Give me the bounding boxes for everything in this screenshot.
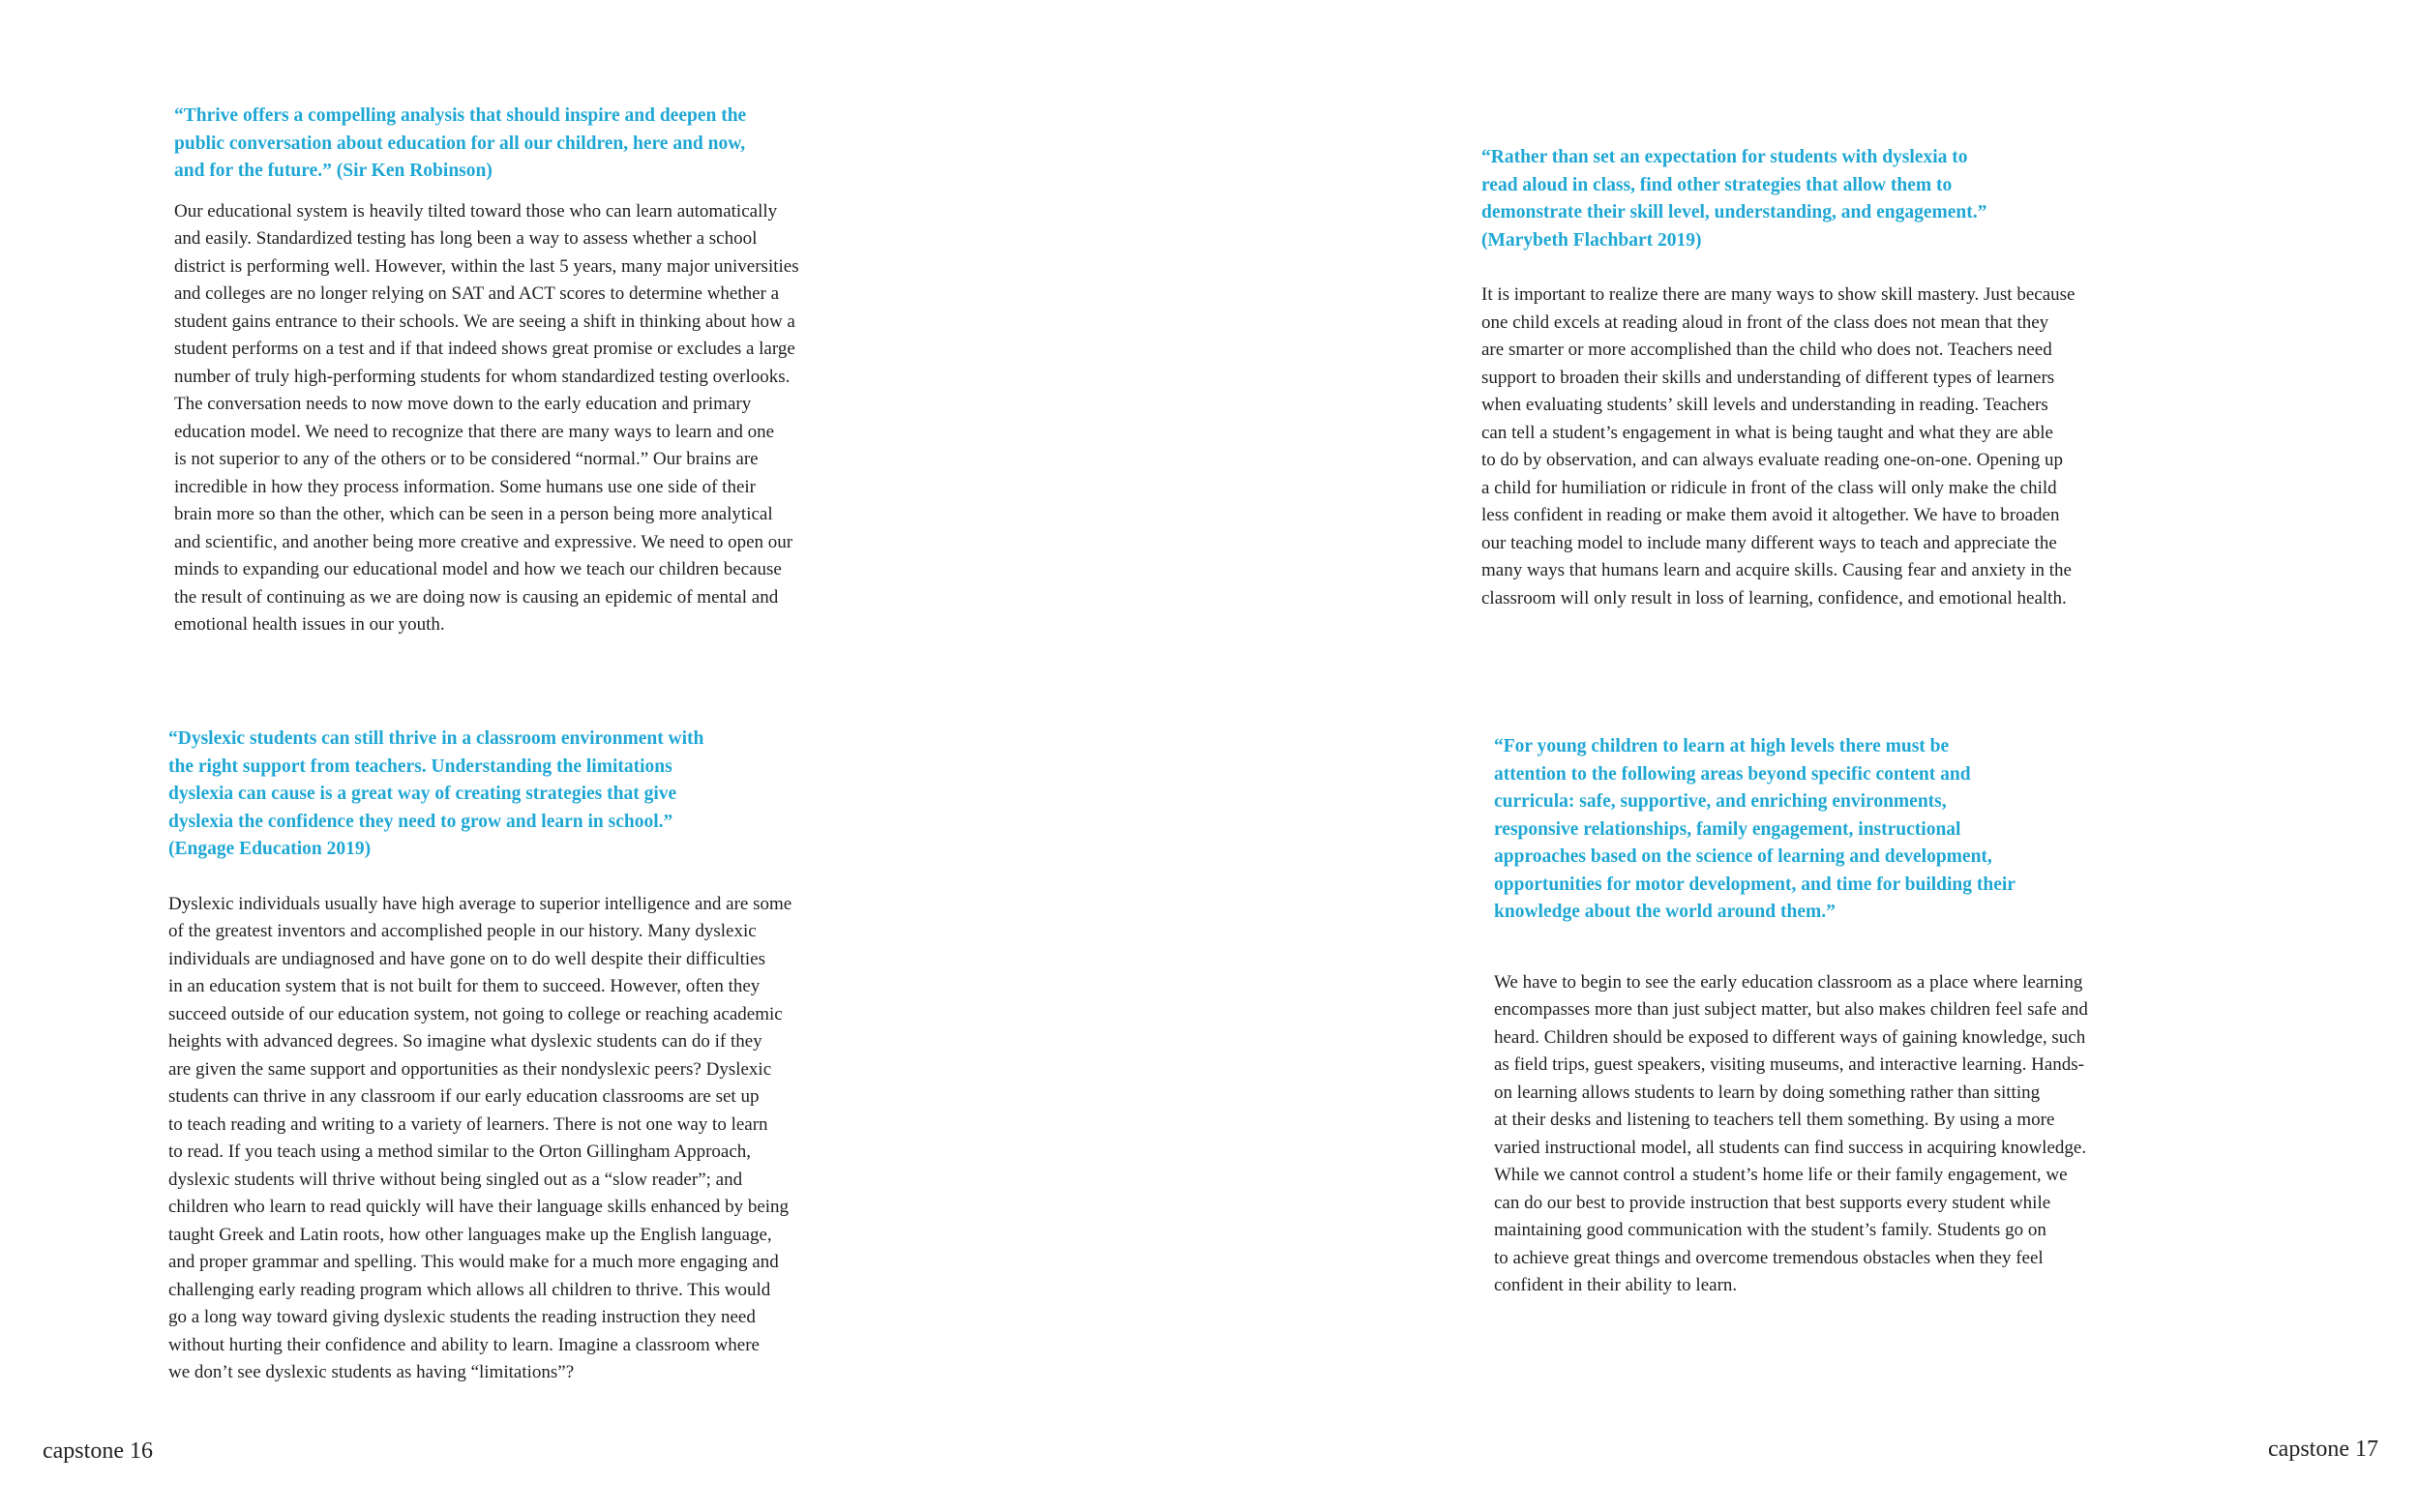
body-paragraph: We have to begin to see the early education classroom as a place where learning encompasses more than just subject matter, but also makes children feel safe and heard. Children should be exposed to different ways of gaining knowledge, such as field trips, guest speakers, visiting museums, and interactive learning. Hands- on learning allows students to learn by doing something rather than sitting at their desks and listening to teachers tell them something. By using a more varied instructional model, all students can find success in acquiring knowledge. While we cannot control a student’s home life or their family engagement, we can do our best to provide instruction that best supports every student while maintaining good communication with the student’s family. Students go on to achieve great things and overcome tremendous obstacles when they feel confident in their ability to learn. xyxy=(1494,971,2088,1295)
pull-quote xyxy=(174,103,910,186)
left-bottom-section xyxy=(168,726,904,1387)
quote-text: “Thrive offers a compelling analysis that should inspire and deepen the public conversation about education for all our children, here and now, and for the future.” xyxy=(174,105,747,181)
quote-text: “For young children to learn at high levels there must be attention to the following areas beyond specific content and curricula: safe, supportive, and enriching environments, responsive relationships, family engagement, instructional approaches based on the science of learning and development, opportunities for motor development, and time for building their knowledge about the world around them.” xyxy=(1494,736,2016,922)
quote-citation: (Engage Education 2019) xyxy=(168,839,372,859)
quote-citation: (Sir Ken Robinson) xyxy=(336,161,493,181)
page-number: capstone 17 xyxy=(2268,1437,2378,1462)
page-number: capstone 16 xyxy=(43,1438,153,1464)
quote-text: “Rather than set an expectation for students with dyslexia to read aloud in class, find other strategies that allow them to demonstrate their skill level, understanding, and engagement.” xyxy=(1481,147,1987,222)
right-top-section xyxy=(1481,144,2217,612)
quote-text: “Dyslexic students can still thrive in a classroom environment with the right support from teachers. Understanding the limitations dyslexia can cause is a great way of creating strategies that give dyslexia the confidence they need to grow and learn in school.” xyxy=(168,728,704,832)
right-page xyxy=(1210,0,2419,1512)
quote-citation: (Marybeth Flachbart 2019) xyxy=(1481,229,1702,251)
left-top-section xyxy=(174,103,910,639)
pull-quote xyxy=(1494,733,2229,927)
pull-quote xyxy=(1481,144,2217,254)
body-paragraph: It is important to realize there are many ways to show skill mastery. Just because one child excels at reading aloud in front of the class does not mean that they are smarter or more accomplished than the child who does not. Teachers need support to broaden their skills and understanding of different types of learners when evaluating students’ skill levels and understanding in reading. Teachers can tell a student’s engagement in what is being taught and what they are able to do by observation, and can always evaluate reading one-on-one. Opening up a child for humiliation or ridicule in front of the class will only make the child less confident in reading or make them avoid it altogether. We have to broaden our teaching model to include many different ways to teach and appreciate the many ways that humans learn and acquire skills. Causing fear and anxiety in the classroom will only result in loss of learning, confidence, and emotional health. xyxy=(1481,284,2076,608)
body-paragraph: Dyslexic individuals usually have high average to superior intelligence and are some of the greatest inventors and accomplished people in our history. Many dyslexic individuals are undiagnosed and have gone on to do well despite their difficulties in an education system that is not built for them to succeed. However, often they succeed outside of our education system, not going to college or reaching academic heights with advanced degrees. So imagine what dyslexic students can do if they are given the same support and opportunities as their nondyslexic peers? Dyslexic students can thrive in any classroom if our early education classrooms are set up to teach reading and writing to a variety of learners. There is not one way to learn to read. If you teach using a method similar to the Orton Gillingham Approach, dyslexic students will thrive without being singled out as a “slow reader”; and children who learn to read quickly will have their language skills enhanced by being taught Greek and Latin roots, how other languages make up the English language, and proper grammar and spelling. This would make for a much more engaging and challenging early reading program which allows all children to thrive. This would go a long way toward giving dyslexic students the reading instruction they need without hurting their confidence and ability to learn. Imagine a classroom where we don’t see dyslexic students as having “limitations”? xyxy=(168,893,792,1382)
right-bottom-section xyxy=(1494,733,2229,1300)
pull-quote xyxy=(168,726,904,864)
body-paragraph: Our educational system is heavily tilted toward those who can learn automatically and easily. Standardized testing has long been a way to assess whether a school district is performing well. However, within the last 5 years, many major universities and colleges are no longer relying on SAT and ACT scores to determine whether a student gains entrance to their schools. We are seeing a shift in thinking about how a student performs on a test and if that indeed shows great promise or excludes a large number of truly high-performing students for whom standardized testing overlooks. The conversation needs to now move down to the early education and primary education model. We need to recognize that there are many ways to learn and one is not superior to any of the others or to be considered “normal.” Our brains are incredible in how they process information. Some humans use one side of their brain more so than the other, which can be seen in a person being more analytical and scientific, and another being more creative and expressive. We need to open our minds to expanding our educational model and how we teach our children because the result of continuing as we are doing now is causing an epidemic of mental and emotional health issues in our youth. xyxy=(174,200,799,635)
